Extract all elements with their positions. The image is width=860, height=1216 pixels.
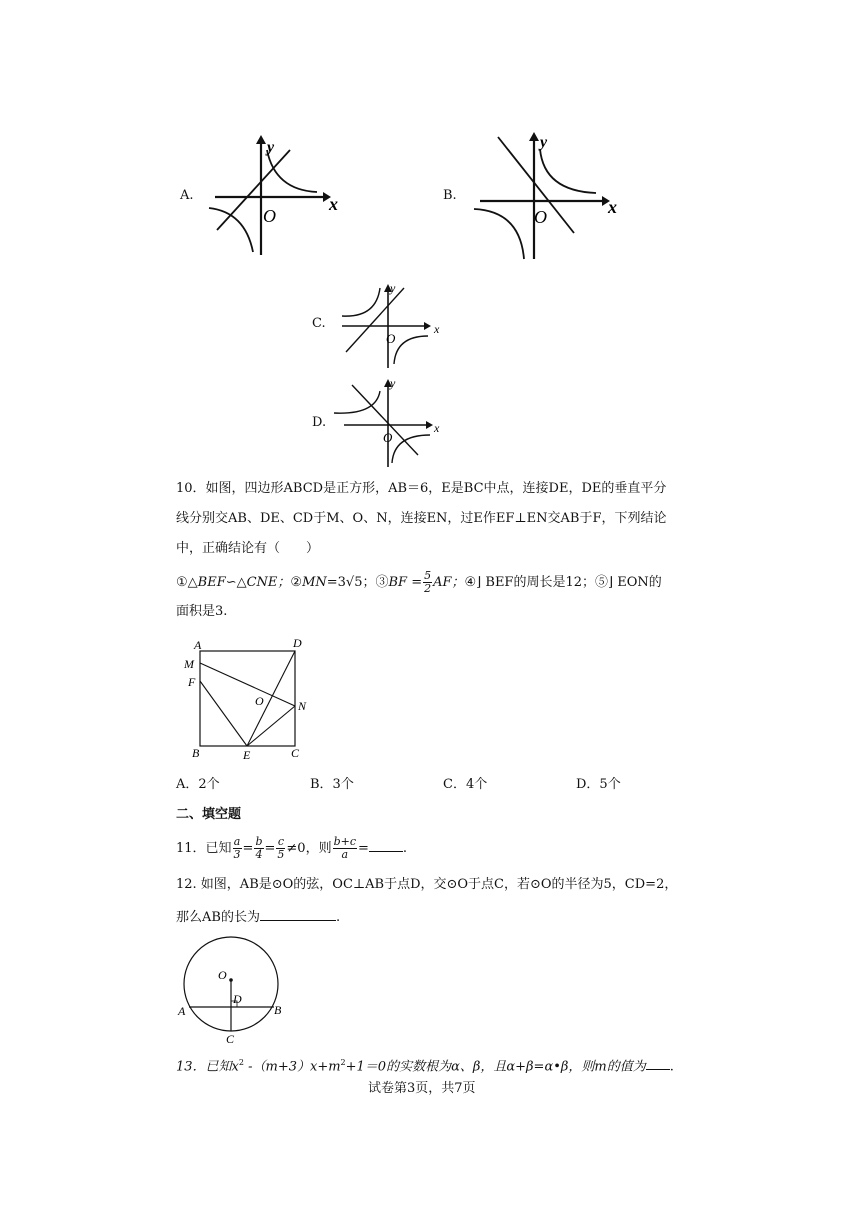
q11-eq: = [358,841,369,856]
section-heading: 二、填空题 [176,807,242,822]
q10-c2-lhs: MN [302,575,327,590]
q13 [176,1054,674,1076]
q10-line5: 面积是3. [176,604,228,619]
q13-end: . [669,1059,674,1075]
q13-text-a: 13．已知x [176,1059,239,1075]
option-d-graph [330,375,450,470]
fig10-O: O [255,694,264,708]
q10-c3-num: ③ [375,575,389,590]
q11-neq: ≠0 [286,841,306,856]
q12-line2-text: 那么AB的长为 [176,910,260,925]
option-c-x: x [434,322,440,336]
q13-text-c: +1＝0的实数根为α、β，且α+β=α•β，则m的值为 [345,1059,646,1075]
option-d-x: x [434,421,440,435]
option-b-x: x [608,197,617,217]
q10-c3-frac: $\frac{5}{2}$ [424,569,432,595]
q10-conclusions [176,570,696,595]
option-d-label: D. [312,415,327,430]
fig10-E: E [243,748,251,762]
q11-answer-blank[interactable] [369,837,403,852]
q12-line2 [176,906,340,927]
option-a-origin: O [263,206,276,226]
fig12-O: O [218,968,227,982]
q10-c3-rhs: AF； [433,575,465,590]
option-a-y: y [267,139,275,156]
q13-text-b: -（m+3）x+m [243,1059,341,1075]
q12-line1: 12. 如图，AB是⊙O的弦，OC⊥AB于点D，交⊙O于点C，若⊙O的半径为5，CD=2， [176,877,678,892]
option-b-y: y [540,134,548,151]
option-d-origin: O [383,430,393,445]
q11-frac-b4: $\frac{b}{4}$ [255,835,263,861]
q11-frac-a3: $\frac{a}{3}$ [233,835,241,861]
q10-c1: △BEF∽△CNE； [187,575,291,590]
fig12-B: B [274,1003,282,1017]
q11-frac-result: $\frac{b+c}{a}$ [333,835,357,861]
option-b-label: B. [443,188,457,203]
fig10-B: B [192,746,200,760]
option-c-y: y [390,281,396,295]
q13-answer-blank[interactable] [646,1055,670,1070]
fig12-D: D [233,992,242,1006]
option-c-graph [336,280,446,370]
q10-c3-lhs: BF = [388,575,423,590]
q10-line1: 10．如图，四边形ABCD是正方形，AB＝6，E是BC中点，连接DE，DE的垂直平分 [176,481,667,496]
q10-c5: ⑤⌋ EON的 [595,575,662,590]
fig10-F: F [188,675,196,689]
q10-line3: 中，正确结论有（ ） [176,541,320,556]
q12-end: . [335,910,341,925]
q12-circle-figure [176,930,296,1045]
q10-c1-num: ① [176,575,188,590]
q13-sup2: 2 [340,1058,346,1067]
q10-line2: 线分别交AB、DE、CD于M、O、N，连接EN，过E作EF⊥EN交AB于F，下列结论 [176,511,667,526]
option-b-origin: O [534,207,547,227]
q11-prefix: 11．已知 [176,841,232,856]
q10-c4: ④⌋ BEF的周长是12； [464,575,595,590]
fig10-M: M [184,657,194,671]
fig12-A: A [178,1004,186,1018]
q11: 11．已知 $\frac{a}{3}$ = $\frac{b}{4}$ = $\frac{c}{5}$ ≠0，则 $\frac{b+c}{a}$ = . [176,835,408,861]
page-footer: 试卷第3页，共7页 [368,1081,476,1096]
q12-answer-blank[interactable] [260,906,336,921]
option-d-y: y [390,376,396,390]
q10-choice-a: A．2个 [176,777,220,792]
option-b-graph [468,125,628,265]
q10-c2-rhs: =3√5； [326,575,376,590]
option-a-label: A. [180,188,194,203]
option-c-origin: O [386,331,396,346]
q11-frac-c5: $\frac{c}{5}$ [277,835,285,861]
fig10-D: D [293,636,302,650]
option-a-graph [205,130,345,260]
q11-end: . [402,841,408,856]
q11-then: ，则 [305,841,332,856]
fig10-N: N [298,699,307,713]
q10-choice-d: D．5个 [576,777,621,792]
q10-choice-b: B．3个 [310,777,354,792]
fig10-C: C [291,746,300,760]
q13-sup1: 2 [238,1058,244,1067]
q10-square-figure [180,633,320,763]
q10-c2-num: ② [290,575,303,590]
option-c-label: C. [312,316,326,331]
q10-choice-c: C．4个 [443,777,488,792]
fig12-C: C [226,1032,235,1045]
option-a-x: x [329,194,338,214]
fig10-A: A [194,638,202,652]
